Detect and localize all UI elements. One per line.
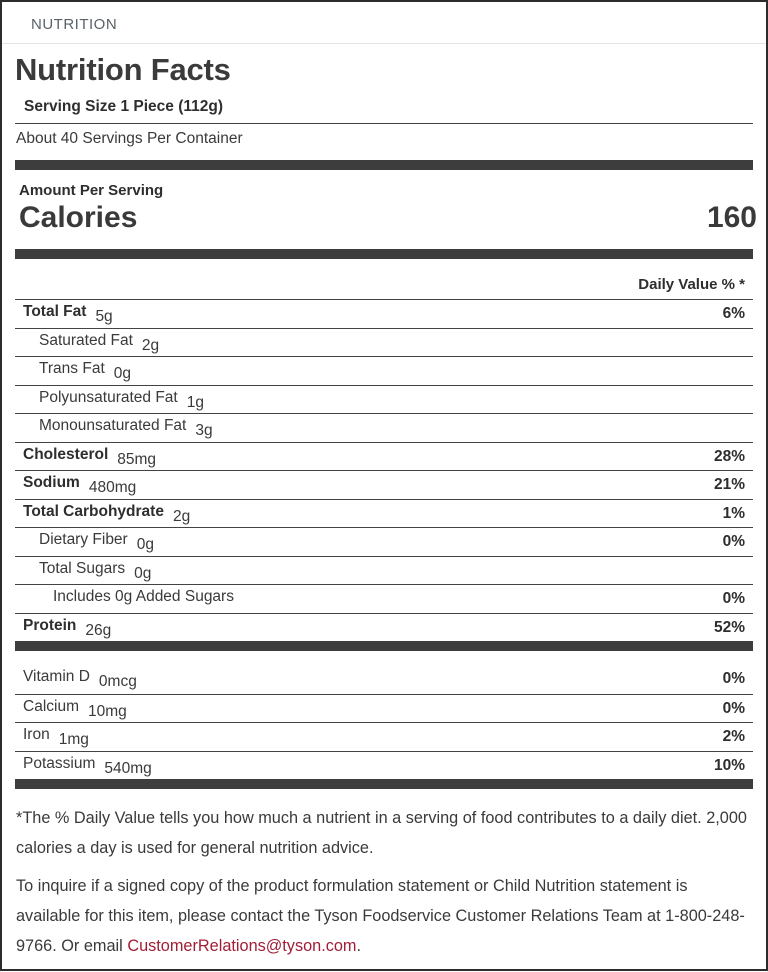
footnotes — [2, 789, 766, 969]
vitamin-amount: 10mg — [87, 702, 127, 720]
nutrient-row — [15, 584, 753, 613]
inquiry-period: . — [356, 937, 362, 955]
nutrient-amount: 2g — [141, 336, 160, 354]
nutrient-label: Total Carbohydrate — [23, 502, 164, 520]
vitamin-label: Iron — [23, 726, 50, 743]
vitamin-row — [15, 722, 753, 751]
vitamin-table — [2, 651, 766, 779]
nutrient-row — [15, 413, 753, 442]
nutrient-daily-value: 52% — [713, 618, 745, 636]
vitamin-amount: 1mg — [58, 731, 89, 748]
section-eyebrow — [2, 2, 766, 44]
calories-label: Calories — [19, 201, 138, 234]
nutrient-amount: 3g — [195, 422, 213, 439]
nutrient-row — [15, 328, 753, 357]
nutrient-label: Total Fat — [23, 303, 87, 320]
vitamin-amount: 0mcg — [98, 673, 137, 690]
email-link[interactable]: CustomerRelations@tyson.com — [127, 937, 357, 955]
nutrient-label: Protein — [23, 616, 77, 634]
vitamin-daily-value: 2% — [722, 728, 745, 745]
nutrient-daily-value: 1% — [722, 504, 745, 522]
nutrient-row — [15, 385, 753, 414]
daily-value-footnote: *The % Daily Value tells you how much a nutrient in a serving of food contributes to a daily diet. 2,000 calories a day is used for general nutrition advice. — [16, 809, 747, 857]
nutrient-row — [15, 299, 753, 328]
eyebrow-label: NUTRITION — [31, 16, 118, 33]
thick-divider — [15, 779, 753, 789]
vitamin-daily-value: 0% — [722, 670, 745, 687]
nutrient-row — [15, 470, 753, 499]
vitamin-label: Calcium — [23, 697, 79, 715]
daily-value-header: Daily Value % * — [638, 276, 745, 293]
amount-per-serving-label: Amount Per Serving — [19, 182, 164, 199]
nutrient-amount: 0g — [136, 536, 154, 553]
nutrient-daily-value: 28% — [713, 447, 745, 465]
nutrient-daily-value: 21% — [713, 476, 745, 493]
vitamin-label: Potassium — [23, 754, 96, 772]
nutrient-label: Cholesterol — [23, 445, 109, 463]
calories-value: 160 — [706, 201, 757, 234]
nutrient-amount: 85mg — [117, 450, 157, 468]
nutrient-daily-value: 0% — [722, 590, 745, 607]
nutrient-amount: 26g — [85, 621, 112, 639]
inquiry-text: To inquire if a signed copy of the product formulation statement or Child Nutrition statement is available for this item, please contact the Tyson Foodservice Customer Relations Team at 1-800-248-9766. Or email — [16, 877, 745, 955]
vitamin-row — [15, 665, 753, 694]
nutrient-table — [2, 299, 766, 641]
vitamin-row — [15, 694, 753, 723]
nutrient-label: Dietary Fiber — [39, 531, 128, 548]
nutrient-label: Sodium — [23, 474, 80, 491]
nutrient-label: Monounsaturated Fat — [39, 417, 187, 434]
nutrient-amount: 2g — [172, 507, 191, 525]
nutrient-row — [15, 556, 753, 585]
vitamin-daily-value: 10% — [713, 756, 745, 774]
page-title: Nutrition Facts — [15, 52, 231, 87]
vitamin-amount: 540mg — [104, 759, 152, 777]
nutrient-row — [15, 613, 753, 642]
nutrient-daily-value: 6% — [722, 305, 745, 322]
nutrient-row — [15, 527, 753, 556]
nutrient-label: Total Sugars — [39, 559, 126, 577]
nutrient-label: Trans Fat — [39, 360, 105, 377]
nutrient-amount: 0g — [134, 564, 152, 582]
nutrient-label: Includes 0g Added Sugars — [53, 588, 234, 605]
vitamin-label: Vitamin D — [23, 668, 90, 685]
calories-row — [2, 199, 766, 249]
thick-divider — [15, 160, 753, 170]
thick-divider — [15, 249, 753, 259]
serving-size-text: Serving Size 1 Piece (112g) — [24, 98, 224, 115]
nutrient-row — [15, 356, 753, 385]
nutrient-amount: 1g — [186, 393, 204, 411]
servings-per-container-text: About 40 Servings Per Container — [16, 130, 243, 147]
nutrient-row — [15, 442, 753, 471]
vitamin-daily-value: 0% — [722, 699, 745, 717]
nutrient-row — [15, 499, 753, 528]
vitamin-row — [15, 751, 753, 780]
nutrient-amount: 0g — [113, 365, 131, 382]
nutrient-label: Polyunsaturated Fat — [39, 388, 178, 406]
nutrient-label: Saturated Fat — [39, 331, 133, 349]
nutrient-amount: 5g — [95, 308, 113, 325]
nutrient-daily-value: 0% — [722, 533, 745, 550]
inquiry-note — [16, 871, 752, 961]
nutrient-amount: 480mg — [88, 479, 137, 496]
thick-divider — [15, 641, 753, 651]
